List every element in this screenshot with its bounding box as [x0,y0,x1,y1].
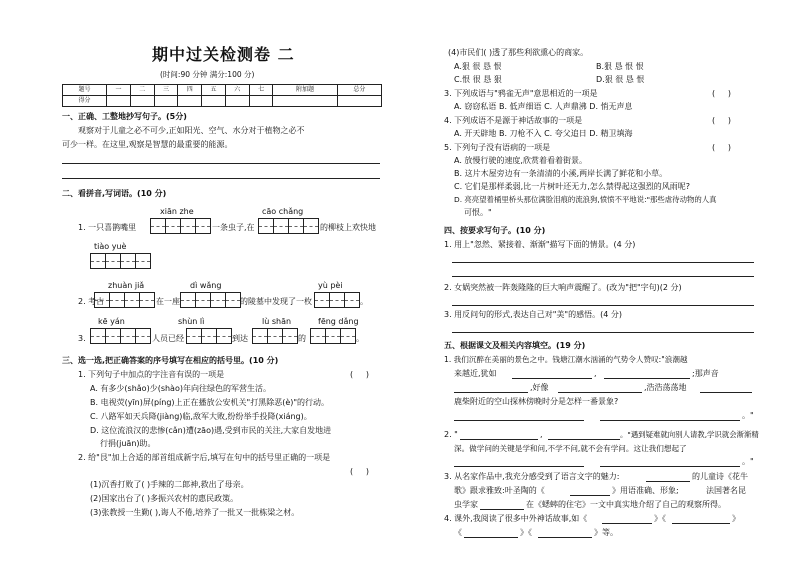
fill-blank[interactable] [538,537,592,538]
word-grid[interactable] [186,328,232,344]
q5-4-text: 4. 课外,我阅读了很多中外神话故事,如《 [444,514,588,523]
q5-3-text: 3. 从名家作品中,我充分感受到了语言文字的魅力: [444,472,620,481]
q5-4-text: 《 [454,528,462,537]
q5-2-text: 。"遇到疑难就向别人请教,学识就会渐渐精 [620,430,759,439]
q3-2-option-a: A.狠 很 恳 恨 [454,62,502,71]
q5-3-text: 》用语准确、形象; [612,486,679,495]
word-grid[interactable] [314,292,360,308]
score-table-cell: 五 [202,85,226,96]
q5-3-text: 歌》跟求雅致:叶圣陶的《 [454,486,545,495]
q3-4-stem: 4. 下列成语不是源于神话故事的一项是 [444,116,583,125]
q5-2-text: 深。做学问的关键是学和问,不学不问,就不会有学问。这让我们想起了 [454,444,687,453]
q2-1-text: 1. 一只喜鹊嘴里 [78,223,137,232]
q5-4-text: 》《 [654,514,666,523]
score-input-cell[interactable] [178,96,202,107]
q3-1-option-d: D. 这位流浪汉的悲惨(cǎn)遭(zāo)遇,受到市民的关注,大家自发地进 [90,426,332,435]
pinyin-label: yù pèi [318,281,343,290]
section-5-heading: 五、根据课文及相关内容填空。(19 分) [444,341,586,350]
q3-2-option-b: B.狠 恳 恨 恨 [596,62,644,71]
q5-4-text: 》等。 [594,528,618,537]
q2-2-text: 2. 考古 [78,297,105,306]
score-input-cell[interactable] [225,96,249,107]
fill-blank[interactable] [602,523,652,524]
fill-blank[interactable] [600,420,740,421]
score-input-cell[interactable] [202,96,226,107]
score-table-cell: 六 [225,85,249,96]
score-input-cell[interactable] [130,96,154,107]
pinyin-label: fēng dǎng [318,317,359,326]
answer-paren[interactable]: ( ) [712,116,731,125]
q3-2-stem: 2. 给"艮"加上合适的部首组成新字后,填写在句中的括号里正确的一项是 [78,453,331,462]
q5-2-text: , [540,430,543,439]
fill-blank[interactable] [454,392,528,393]
q3-5-option-d: D. 亮亮望着桶里桥头那位满脸泪痕的流浪狗,愤愤不平地说:"那些虐待动物的人真 [454,195,717,204]
fill-blank[interactable] [570,495,610,496]
q4-3-stem: 3. 用反问句的形式,表达自己对"美"的感悟。(4 分) [444,310,622,319]
answer-line[interactable] [452,305,754,306]
fill-blank[interactable] [548,439,620,440]
section-2-heading: 二、看拼音,写词语。(10 分) [62,189,167,198]
q5-1-text: ,好像 [530,383,549,392]
q5-3-text: 法国著名昆 [706,486,746,495]
pinyin-label: xiān zhe [160,207,194,216]
q5-4-text: 》 [732,514,740,523]
copy-text-line-1: 观察对于儿童之必不可少,正如阳光、空气、水分对于植物之必不 [78,126,305,135]
q2-3-text: 的 [298,334,306,343]
score-table-cell: 附加题 [273,85,337,96]
q5-3-text: 虫学家 [454,500,478,509]
q5-4-text: 》《 [520,528,532,537]
q3-1-option-a: A. 有多少(shǎo)少(shào)年向往绿色的军营生活。 [90,384,271,393]
answer-paren[interactable]: ( ) [350,370,369,379]
q3-5-stem: 5. 下列句子没有语病的一项是 [444,143,551,152]
pinyin-label: lù shān [262,317,292,326]
q5-1-text: 。" [742,411,754,420]
q3-2-option-c: C.恨 很 恳 狠 [454,75,502,84]
score-table-cell: 总分 [337,85,381,96]
pinyin-label: tiào yuè [94,242,127,251]
copy-text-line-2: 可少一样。在这里,观察是智慧的最重要的能源。 [62,140,233,149]
q3-2-sub-4: (4)市民们( )透了那些利欲熏心的商家。 [448,48,589,57]
q3-5-option-d-cont: 可恨。" [464,208,492,217]
q3-4-options: A. 开天辟地 B. 刀枪不入 C. 夸父追日 D. 精卫填海 [454,129,633,138]
q5-1-text: ,浩浩荡荡地 [644,383,687,392]
fill-blank[interactable] [454,466,584,467]
score-input-cell[interactable] [107,96,131,107]
score-table-cell: 一 [107,85,131,96]
exam-time-info: (时间:90 分钟 满分:100 分) [160,70,255,79]
q2-1-text: 一条虫子,在 [212,223,255,232]
word-grid[interactable] [90,253,151,269]
word-grid[interactable] [258,218,319,234]
word-grid[interactable] [252,328,298,344]
q4-1-stem: 1. 用上"忽然、紧接着、渐渐"描写下面的情景。(4 分) [444,240,636,249]
fill-blank[interactable] [464,537,518,538]
score-table [62,84,382,107]
word-grid[interactable] [310,328,356,344]
q5-3-text: 在《蟋蟀的住宅》一文中真实地介绍了自己的观察所得。 [526,500,726,509]
answer-paren[interactable]: ( ) [712,89,731,98]
score-table-cell: 二 [130,85,154,96]
q3-5-option-b: B. 这片木屋旁边有一条清清的小溪,两岸长满了鲜花和小草。 [454,169,668,178]
copy-answer-line[interactable] [62,178,380,179]
page-title: 期中过关检测卷 二 [152,45,295,64]
section-3-heading: 三、选一选,把正确答案的序号填写在相应的括号里。(10 分) [62,356,279,365]
word-grid[interactable] [150,218,211,234]
word-grid[interactable] [94,292,155,308]
q3-3-options: A. 窃窃私语 B. 低声细语 C. 人声鼎沸 D. 悄无声息 [454,102,633,111]
q3-1-option-d-cont: 行捐(juān)助。 [100,439,156,448]
q2-3-text: 到达 [232,334,248,343]
fill-blank[interactable] [454,420,584,421]
score-table-score-row [63,96,382,107]
fill-blank[interactable] [672,523,730,524]
q3-1-option-c: C. 八路军如天兵降(jiàng)临,敌军大败,纷纷举手投降(xiáng)。 [90,412,312,421]
fill-blank[interactable] [512,378,592,379]
pinyin-label: kē yán [98,317,125,326]
score-table-header-row [63,85,382,96]
pinyin-label: cāo chǎng [262,207,304,216]
fill-blank[interactable] [460,439,538,440]
fill-blank[interactable] [600,466,740,467]
score-table-cell: 得分 [63,96,107,107]
score-table-cell: 题号 [63,85,107,96]
q3-3-stem: 3. 下列成语与"鸦雀无声"意思相近的一项是 [444,89,598,98]
q5-1-text: 鹿柴附近的空山探林傍晚时分是怎样一番景象? [454,397,619,406]
score-table-cell: 七 [249,85,273,96]
score-table-cell: 四 [178,85,202,96]
answer-line[interactable] [452,276,754,277]
q2-3-text: 3. [78,334,86,343]
fill-blank[interactable] [646,481,690,482]
q2-2-text: 的陵墓中发现了一枚 [240,297,312,306]
q2-3-text: 人员已经 [152,334,184,343]
answer-line[interactable] [452,262,754,263]
q2-3-text: 。 [356,334,364,343]
fill-blank[interactable] [480,509,524,510]
answer-paren[interactable]: ( ) [350,467,369,476]
answer-line[interactable] [452,332,754,333]
pinyin-label: shùn lì [178,317,205,326]
q3-2-option-d: D.狠 很 恳 恨 [596,75,645,84]
q2-1-text: 的柳枝上欢快地 [320,223,376,232]
answer-paren[interactable]: ( ) [712,143,731,152]
pinyin-label: zhuàn jiǎ [108,281,145,290]
q5-1-text: ;那声音 [692,369,719,378]
word-grid[interactable] [90,328,151,344]
q3-2-sub-3: (3)张教授一生勤( ),诲人不倦,培养了一批又一批栋梁之材。 [90,508,300,517]
fill-blank[interactable] [604,378,690,379]
q5-1-text: 1. 我们沉醉在美丽的景色之中。钱塘江潮水汹涌的气势令人赞叹:"浪潮越 [444,355,688,364]
q3-1-stem: 1. 下列句子中加点的字注音有误的一项是 [78,370,225,379]
q5-1-text: 来越近,犹如 [454,369,497,378]
q3-5-option-a: A. 放慢行驶的速度,欣赏着看着街景。 [454,156,587,165]
score-input-cell[interactable] [273,96,337,107]
q5-1-text: , [594,369,597,378]
q3-2-sub-2: (2)国家出台了( )多振兴农村的惠民政策。 [90,494,239,503]
score-input-cell[interactable] [337,96,381,107]
fill-blank[interactable] [558,392,642,393]
score-table-cell: 三 [154,85,178,96]
score-input-cell[interactable] [154,96,178,107]
score-input-cell[interactable] [249,96,273,107]
copy-answer-line[interactable] [62,163,380,164]
q2-2-text: 。 [360,297,368,306]
q2-2-text: 在一座 [156,297,180,306]
q3-2-sub-1: (1)沉香打败了( )手辣的二郎神,救出了母亲。 [90,480,249,489]
fill-blank[interactable] [700,392,752,393]
pinyin-label: dì wǎng [190,281,222,290]
q4-2-stem: 2. 女娲突然被一阵轰隆隆的巨大响声震醒了。(改为"把"字句)(2 分) [444,283,682,292]
section-1-heading: 一、正确、工整地抄写句子。(5分) [62,112,187,121]
q5-2-text: 。" [742,457,754,466]
q3-5-option-c: C. 它们是那样柔弱,比一片树叶还无力,怎么禁得起这强烈的风雨呢? [454,182,691,191]
q3-1-option-b: B. 电视荧(yīn)屏(píng)上正在播放公安机关"打黑除恶(è)"的行动。 [90,398,330,407]
q5-3-text: 的儿童诗《花牛 [692,472,748,481]
q5-2-text: 2. " [444,430,458,439]
word-grid[interactable] [180,292,241,308]
section-4-heading: 四、按要求写句子。(10 分) [444,226,546,235]
